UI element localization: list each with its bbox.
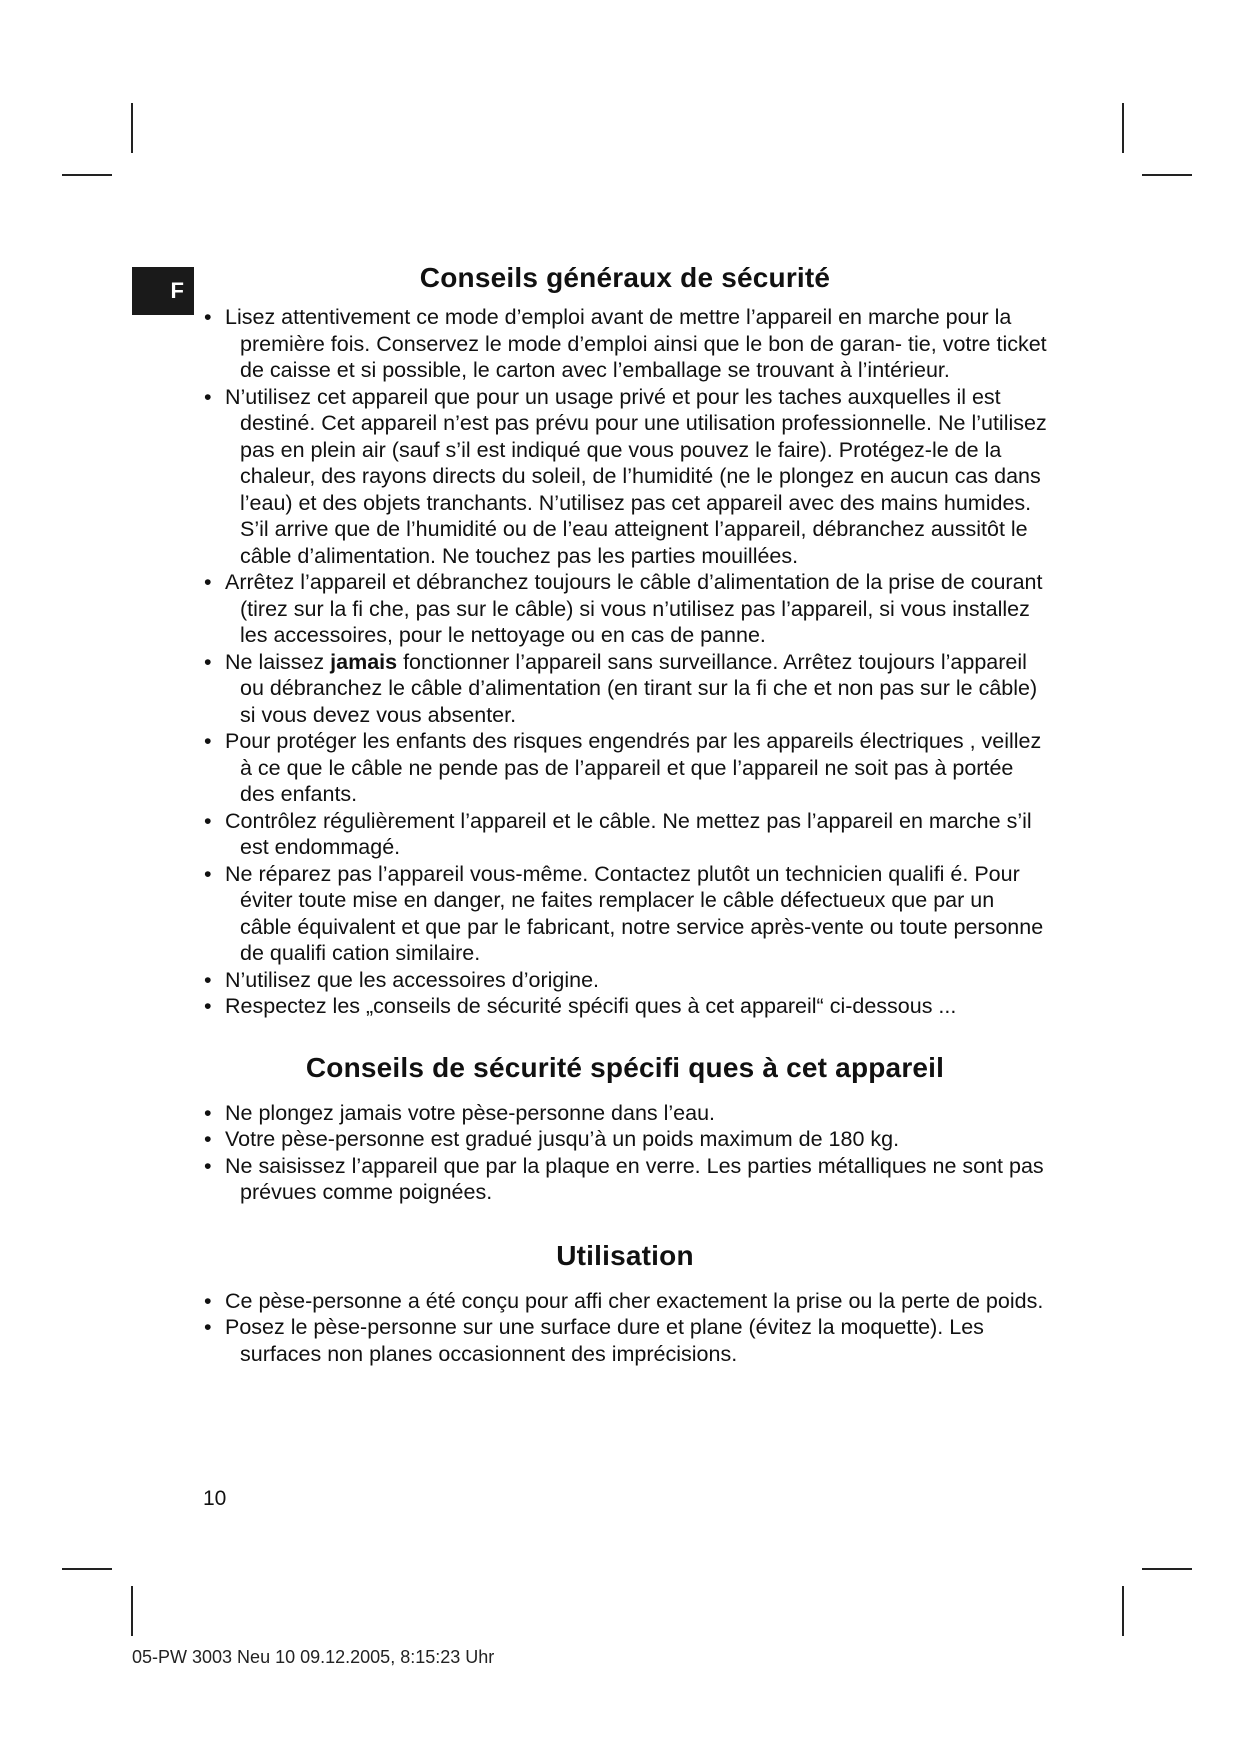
print-footer: 05-PW 3003 Neu 10 09.12.2005, 8:15:23 Uhr bbox=[132, 1647, 495, 1667]
section-title-usage: Utilisation bbox=[556, 1239, 694, 1271]
list-item bbox=[200, 649, 1050, 729]
crop-mark-bottom-right-horizontal bbox=[1142, 1568, 1192, 1570]
crop-mark-bottom-left-horizontal bbox=[62, 1568, 112, 1570]
item-text-after: fonctionner l’appareil sans surveillance. Arrêtez toujours l’appareil ou débranchez le câble d’alimentation (en tirant sur la fi che et non pas sur le câble) si vous devez vous absenter. bbox=[240, 649, 1038, 727]
item-text-bold: jamais bbox=[330, 649, 398, 674]
list-item: • N’utilisez cet appareil que pour un usage privé et pour les taches auxquelles il est destiné. Cet appareil n’est pas prévu pour une utilisation professionnelle. Ne l’utilisez pas en plein air (sauf s’il est indiqué que vous pouvez le faire). Protégez-le de la chaleur, des rayons directs du soleil, de l’humidité (ne le plongez en aucun cas dans l’eau) et des objets tranchants. N’utilisez pas cet appareil avec des mains humides. S’il arrive que de l’humidité ou de l’eau atteignent l’appareil, débranchez aussitôt le câble d’alimentation. Ne touchez pas les parties mouillées. bbox=[200, 384, 1050, 570]
list-item: • Ce pèse-personne a été conçu pour affi cher exactement la prise ou la perte de poids. bbox=[200, 1288, 1050, 1315]
list-item: • Respectez les „conseils de sécurité spécifi ques à cet appareil“ ci-dessous ... bbox=[200, 993, 1050, 1020]
crop-mark-bottom-right-vertical bbox=[1122, 1586, 1124, 1636]
list-item: • Ne réparez pas l’appareil vous-même. Contactez plutôt un technicien qualifi é. Pour éviter toute mise en danger, ne faites remplacer le câble défectueux que par un câble équivalent et que par le fabricant, notre service après-vente ou toute personne de qualifi cation similaire. bbox=[200, 861, 1050, 967]
crop-mark-top-left-horizontal bbox=[62, 174, 112, 176]
list-item: • Ne saisissez l’appareil que par la plaque en verre. Les parties métalliques ne sont pas prévues comme poignées. bbox=[200, 1153, 1050, 1206]
crop-mark-top-left-vertical bbox=[131, 103, 133, 153]
crop-mark-top-right-horizontal bbox=[1142, 174, 1192, 176]
page-number: 10 bbox=[203, 1487, 227, 1510]
list-item: • Lisez attentivement ce mode d’emploi avant de mettre l’appareil en marche pour la première fois. Conservez le mode d’emploi ainsi que le bon de garan- tie, votre ticket de caisse et si possible, le carton avec l’emballage se trouvant à l’intérieur. bbox=[200, 304, 1050, 384]
item-text-before: Ne laissez bbox=[225, 649, 331, 674]
general-safety-list bbox=[200, 304, 1050, 1020]
list-item: • Votre pèse-personne est gradué jusqu’à un poids maximum de 180 kg. bbox=[200, 1126, 1050, 1153]
language-tab-label: F bbox=[170, 278, 184, 303]
list-item: • N’utilisez que les accessoires d’origine. bbox=[200, 967, 1050, 994]
list-item: • Arrêtez l’appareil et débranchez toujours le câble d’alimentation de la prise de courant (tirez sur la fi che, pas sur le câble) si vous n’utilisez pas l’appareil, si vous installez les accessoires, pour le nettoyage ou en cas de panne. bbox=[200, 569, 1050, 649]
crop-mark-top-right-vertical bbox=[1122, 103, 1124, 153]
usage-list bbox=[200, 1288, 1050, 1368]
list-item: • Pour protéger les enfants des risques engendrés par les appareils électriques , veillez à ce que le câble ne pende pas de l’appareil et que l’appareil ne soit pas à portée des enfants. bbox=[200, 728, 1050, 808]
language-tab bbox=[132, 267, 194, 315]
crop-mark-bottom-left-vertical bbox=[131, 1586, 133, 1636]
page-content bbox=[200, 258, 1050, 1367]
list-item: • Posez le pèse-personne sur une surface dure et plane (évitez la moquette). Les surfaces non planes occasionnent des imprécisions. bbox=[200, 1314, 1050, 1367]
specific-safety-list bbox=[200, 1100, 1050, 1206]
list-item: • Ne plongez jamais votre pèse-personne dans l’eau. bbox=[200, 1100, 1050, 1127]
list-item: • Contrôlez régulièrement l’appareil et le câble. Ne mettez pas l’appareil en marche s’il est endommagé. bbox=[200, 808, 1050, 861]
section-title-general-safety: Conseils généraux de sécurité bbox=[419, 262, 831, 293]
section-title-specific-safety: Conseils de sécurité spécifi ques à cet appareil bbox=[305, 1051, 945, 1083]
